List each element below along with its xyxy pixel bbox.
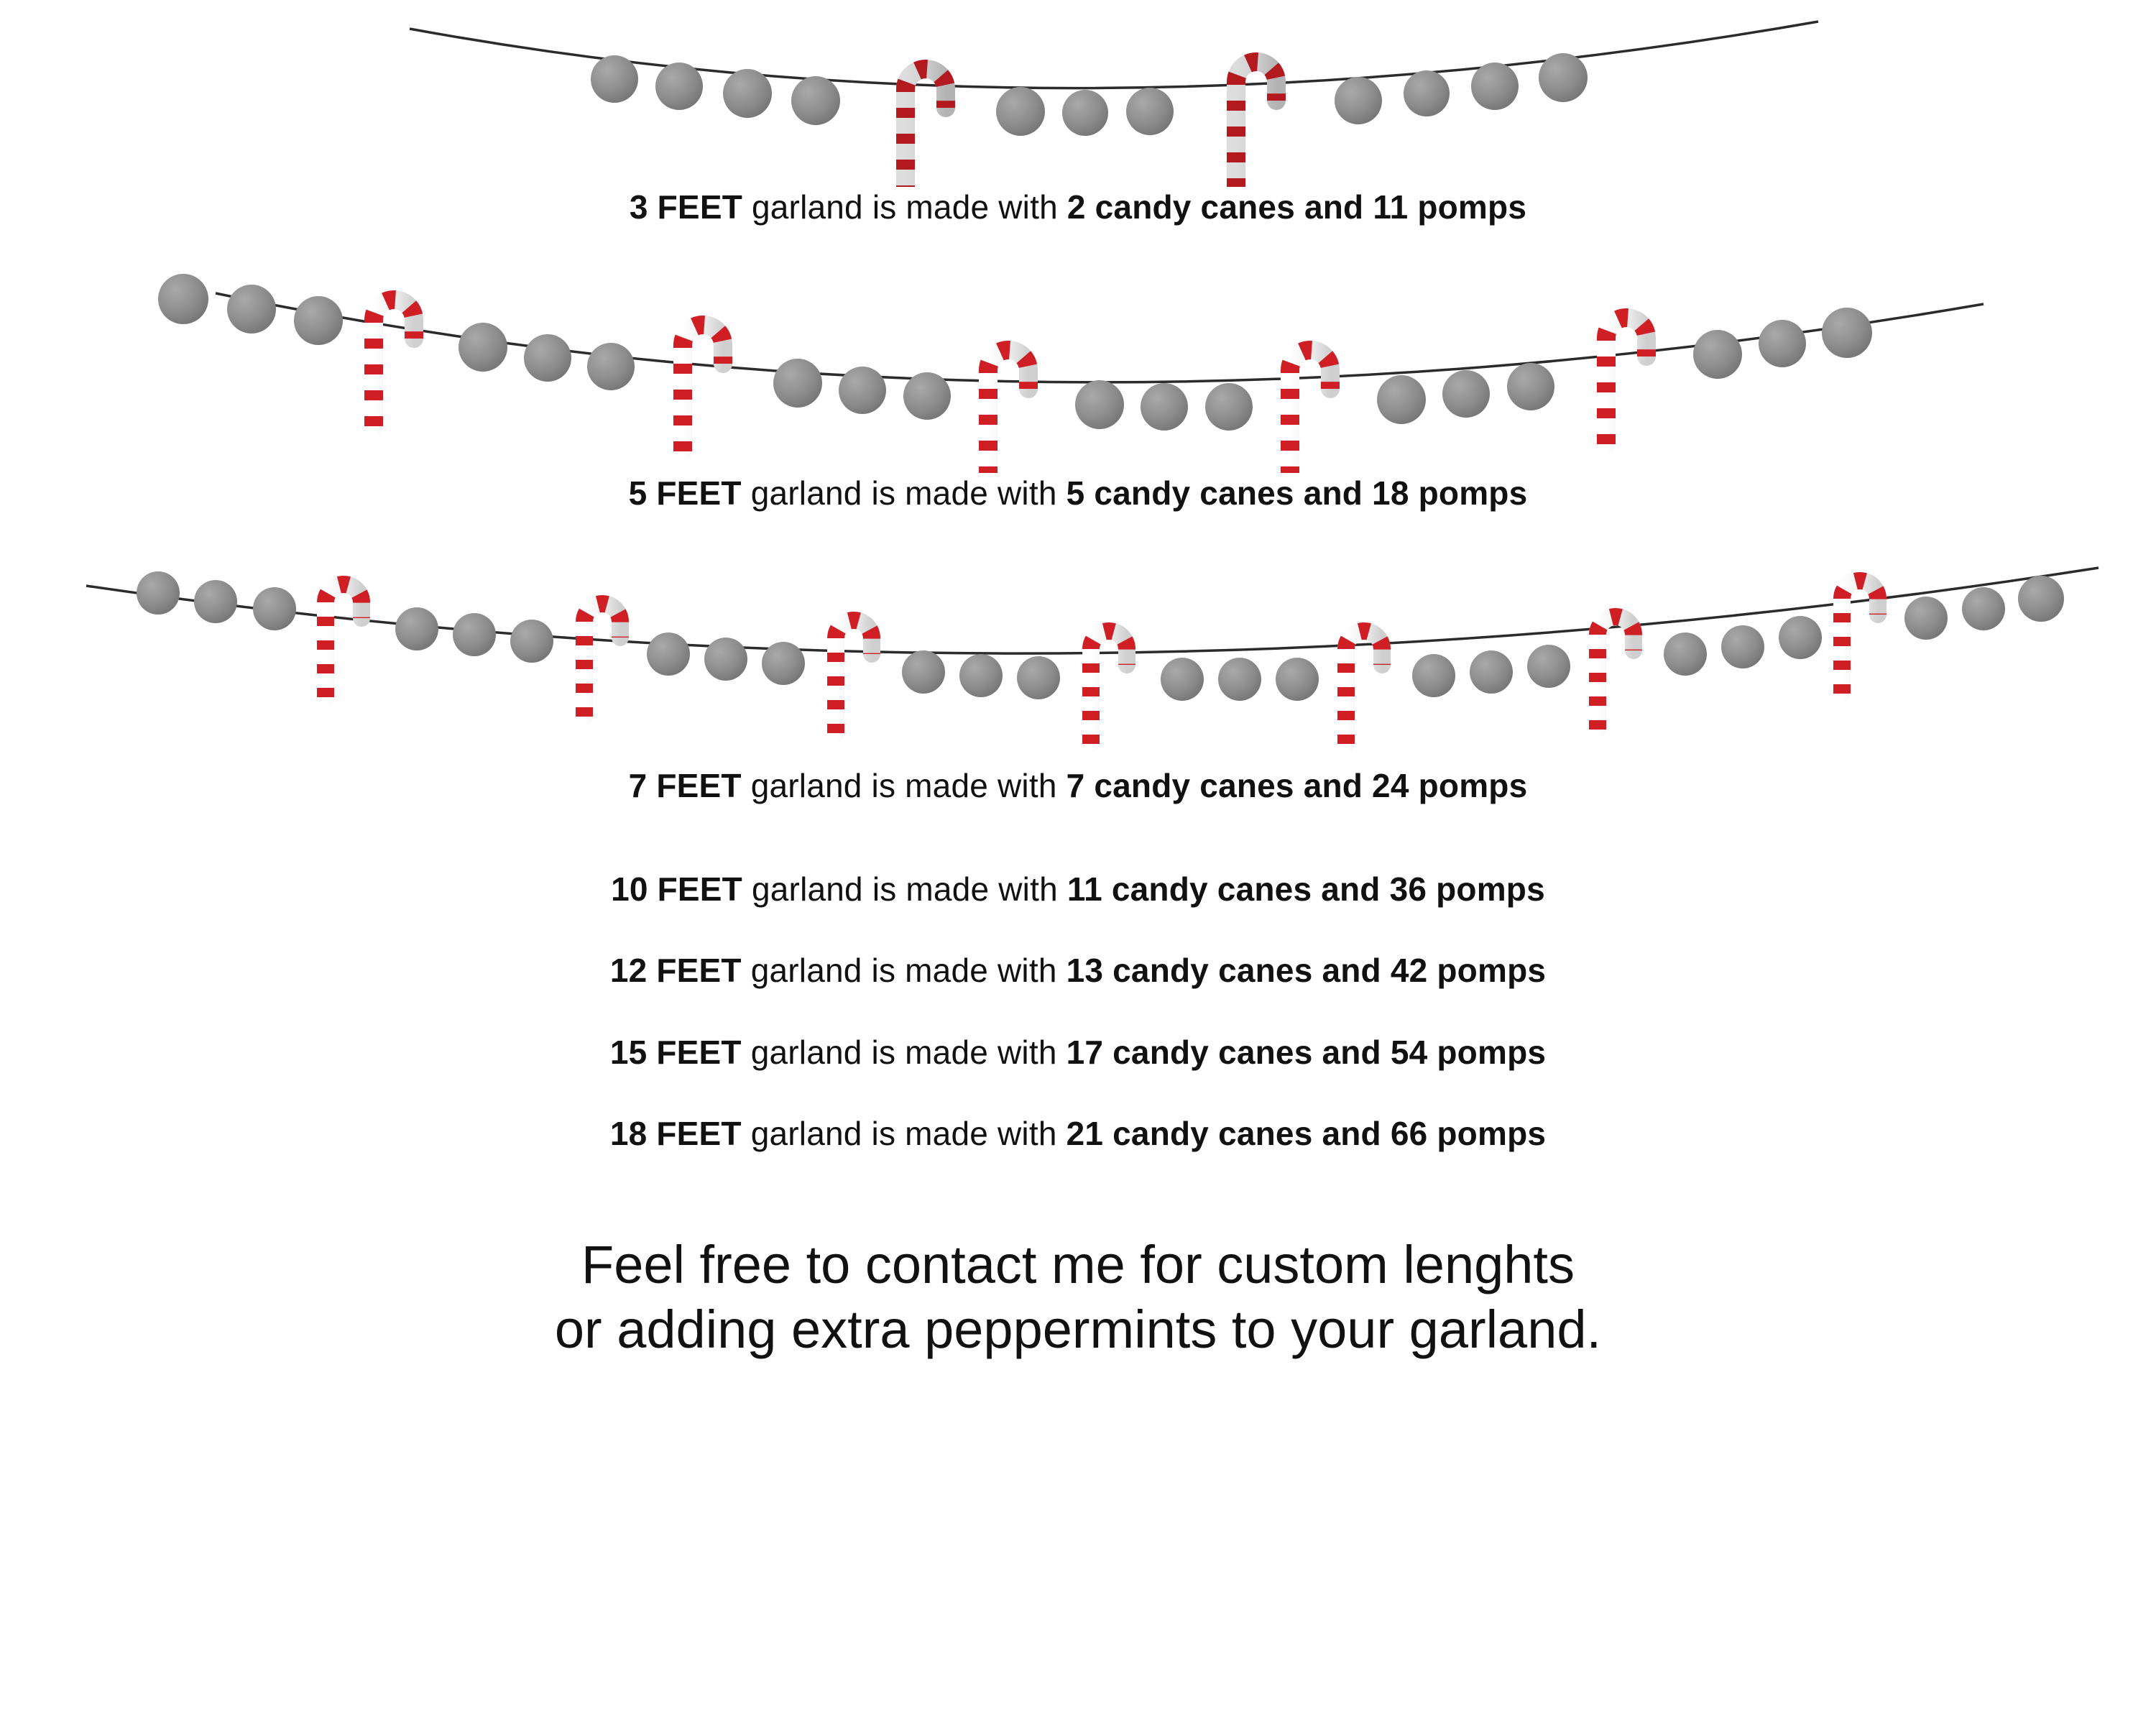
pomp <box>1527 645 1570 688</box>
pomp <box>655 63 703 110</box>
caption-10ft <box>0 869 2156 911</box>
pomp <box>453 613 496 656</box>
candy-cane <box>326 584 361 697</box>
pomp <box>294 296 343 345</box>
garland-illustration-5ft <box>0 257 2156 473</box>
length-label-7ft: 7 FEET <box>628 767 742 804</box>
footer-line-1: Feel free to contact me for custom lenghts <box>581 1234 1575 1294</box>
garland-graphic-3ft <box>0 0 2156 187</box>
pomp <box>791 76 840 125</box>
pomp <box>647 632 690 676</box>
pomp <box>839 367 886 414</box>
counts-12ft: 13 candy canes and 42 pomps <box>1066 952 1547 989</box>
candy-cane <box>683 325 723 451</box>
pomp <box>1276 658 1319 701</box>
pomp <box>959 654 1003 697</box>
footer-line-2: or adding extra peppermints to your garland. <box>554 1299 1602 1359</box>
candy-cane <box>988 350 1028 473</box>
counts-18ft: 21 candy canes and 66 pomps <box>1066 1115 1547 1152</box>
caption-mid-18ft: garland is made with <box>741 1115 1067 1152</box>
pomp <box>1539 53 1588 102</box>
garland-graphic-5ft <box>0 257 2156 473</box>
caption-7ft <box>0 765 2156 807</box>
length-label-3ft: 3 FEET <box>629 188 742 226</box>
pomp <box>524 334 571 382</box>
pomp <box>1470 650 1513 694</box>
pomp <box>902 650 945 694</box>
pomp <box>762 642 805 685</box>
text-only-size-list <box>0 869 2156 1155</box>
length-label-12ft: 12 FEET <box>609 952 742 989</box>
candy-cane <box>1346 631 1382 744</box>
pomp <box>1904 597 1948 640</box>
pomp <box>395 607 438 650</box>
counts-15ft: 17 candy canes and 54 pomps <box>1066 1033 1547 1071</box>
pomp <box>194 580 237 623</box>
pomp <box>1126 88 1174 135</box>
garland-illustration-7ft <box>0 543 2156 765</box>
pomp <box>1664 632 1707 676</box>
pomp <box>1471 63 1519 110</box>
caption-18ft <box>0 1113 2156 1155</box>
candy-cane <box>1606 318 1646 444</box>
counts-7ft: 7 candy canes and 24 pomps <box>1066 767 1528 804</box>
candy-cane <box>1290 350 1330 473</box>
pomp <box>1141 383 1188 431</box>
caption-5ft <box>0 473 2156 515</box>
candy-cane <box>1091 631 1127 744</box>
pomp <box>510 620 553 663</box>
caption-mid-5ft: garland is made with <box>741 474 1067 512</box>
counts-3ft: 2 candy canes and 11 pomps <box>1067 188 1527 226</box>
candy-cane <box>584 604 620 717</box>
pomp <box>1721 625 1764 668</box>
pomp <box>1161 658 1204 701</box>
length-label-15ft: 15 FEET <box>609 1033 742 1071</box>
caption-12ft <box>0 950 2156 992</box>
pomp <box>1442 370 1490 418</box>
pomp <box>1779 616 1822 659</box>
length-label-18ft: 18 FEET <box>609 1115 742 1152</box>
pomp <box>1377 375 1426 424</box>
counts-5ft: 5 candy canes and 18 pomps <box>1066 474 1528 512</box>
pomp <box>723 69 772 118</box>
pomp <box>704 638 747 681</box>
garland-graphic-7ft <box>0 543 2156 765</box>
pomp <box>227 285 276 334</box>
candy-cane <box>1598 617 1634 730</box>
pomp <box>1693 330 1742 379</box>
caption-mid-3ft: garland is made with <box>742 188 1067 226</box>
pomp <box>1017 656 1060 699</box>
pomp <box>158 274 208 324</box>
pomp <box>587 343 635 390</box>
length-label-10ft: 10 FEET <box>611 870 742 908</box>
candy-cane <box>1842 581 1878 694</box>
counts-10ft: 11 candy canes and 36 pomps <box>1067 870 1545 908</box>
caption-15ft <box>0 1032 2156 1074</box>
pomp <box>773 359 822 408</box>
pomp <box>996 87 1045 136</box>
pomp <box>1335 77 1382 124</box>
pomp <box>2018 576 2064 622</box>
pomp <box>1205 383 1253 431</box>
pomp <box>903 372 951 420</box>
pomp <box>1075 380 1124 429</box>
pomp <box>1062 90 1108 136</box>
pomp <box>1218 658 1261 701</box>
pomp <box>591 55 638 103</box>
garland-illustration-3ft <box>0 0 2156 187</box>
pomp <box>1507 363 1554 410</box>
candy-cane <box>374 300 414 426</box>
pomp <box>253 587 296 630</box>
caption-mid-7ft: garland is made with <box>741 767 1067 804</box>
pomp <box>459 323 507 372</box>
candy-cane <box>1236 62 1276 187</box>
pomp <box>1412 654 1455 697</box>
footer-note <box>0 1233 2156 1363</box>
pomp <box>137 571 180 615</box>
candy-cane <box>906 69 946 187</box>
pomp <box>1822 308 1872 358</box>
caption-3ft <box>0 187 2156 229</box>
candy-cane <box>836 620 872 733</box>
pomp <box>1404 70 1450 116</box>
caption-mid-12ft: garland is made with <box>741 952 1067 989</box>
pomp <box>1962 587 2005 630</box>
caption-mid-10ft: garland is made with <box>742 870 1067 908</box>
caption-mid-15ft: garland is made with <box>741 1033 1067 1071</box>
length-label-5ft: 5 FEET <box>628 474 742 512</box>
pomp <box>1759 320 1806 367</box>
